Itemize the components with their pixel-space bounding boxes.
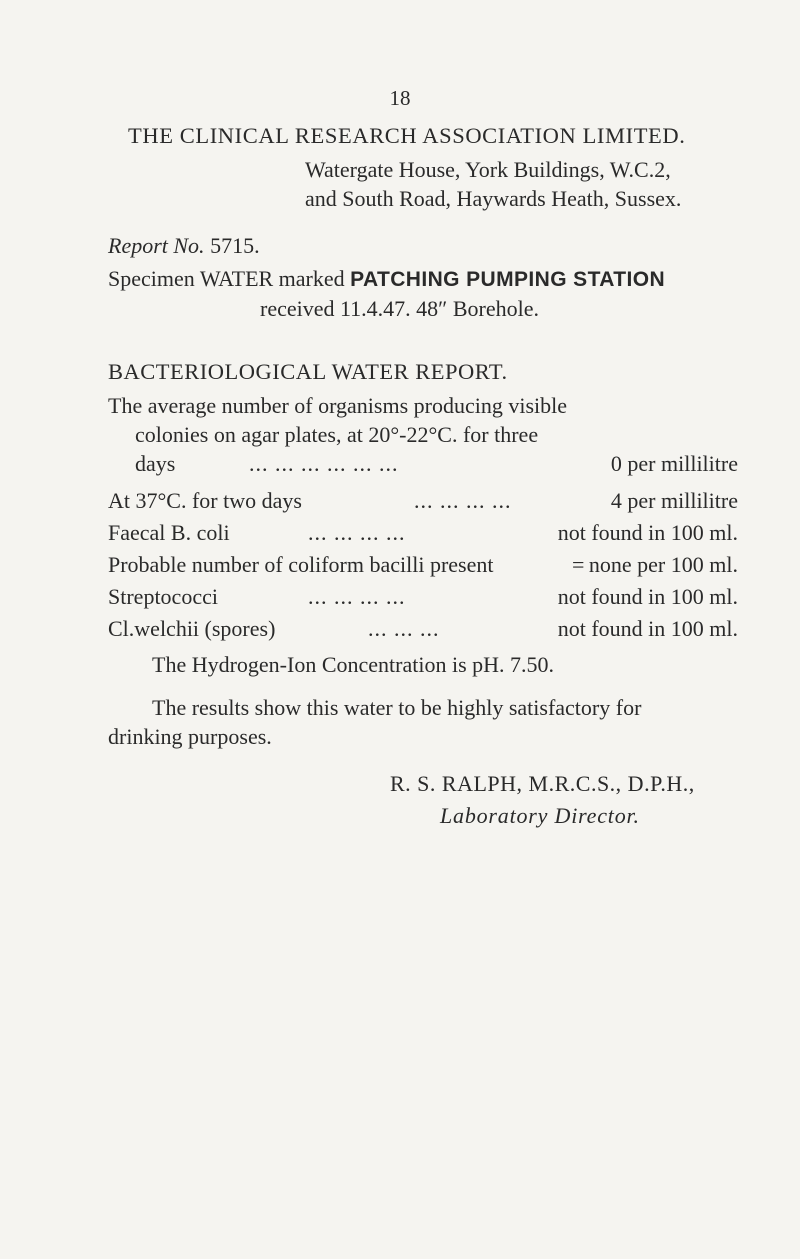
row-label: days bbox=[135, 451, 176, 476]
result-row-coliform bbox=[108, 552, 738, 582]
row-label: At 37°C. for two days bbox=[108, 488, 302, 513]
specimen-prefix: Specimen WATER marked bbox=[108, 266, 351, 291]
row-result: 4 per millilitre bbox=[610, 488, 738, 513]
conclusion-line-2: drinking purposes. bbox=[108, 724, 272, 749]
row-label: Probable number of coliform bacilli present bbox=[108, 552, 494, 577]
report-number bbox=[108, 233, 260, 259]
specimen-source: PATCHING PUMPING STATION bbox=[350, 268, 666, 291]
row-leader: ... ... ... ... bbox=[308, 520, 406, 545]
report-label: Report No. bbox=[108, 233, 205, 258]
result-row-37c bbox=[108, 488, 738, 518]
address-line-2: and South Road, Haywards Heath, Sussex. bbox=[305, 186, 682, 211]
row-leader: ... ... ... ... bbox=[308, 584, 406, 609]
result-row-faecal-coli bbox=[108, 520, 738, 550]
row-leader: ... ... ... ... ... ... bbox=[249, 451, 399, 476]
row-leader: = bbox=[572, 552, 586, 577]
specimen-received: received 11.4.47. 48″ Borehole. bbox=[260, 296, 539, 321]
row-label: Cl.welchii (spores) bbox=[108, 616, 276, 641]
page-number: 18 bbox=[389, 86, 411, 110]
row-leader: ... ... ... ... bbox=[414, 488, 512, 513]
report-number-value: 5715. bbox=[210, 233, 260, 258]
conclusion-line-1: The results show this water to be highly satisfactory for bbox=[152, 695, 642, 720]
intro-line-2: colonies on agar plates, at 20°-22°C. for three bbox=[135, 422, 539, 447]
row-result: 0 per millilitre bbox=[610, 451, 738, 476]
section-title: BACTERIOLOGICAL WATER REPORT. bbox=[108, 359, 508, 384]
row-result: not found in 100 ml. bbox=[557, 616, 738, 641]
row-label: Streptococci bbox=[108, 584, 218, 609]
address-line-1: Watergate House, York Buildings, W.C.2, bbox=[305, 157, 671, 182]
result-row-streptococci bbox=[108, 584, 738, 614]
row-label: Faecal B. coli bbox=[108, 520, 230, 545]
row-leader: ... ... ... bbox=[368, 616, 440, 641]
row-result: none per 100 ml. bbox=[588, 552, 738, 577]
result-row-plate-count bbox=[135, 451, 738, 481]
specimen-line bbox=[108, 266, 665, 292]
signature-name: R. S. RALPH, M.R.C.S., D.P.H., bbox=[390, 771, 695, 796]
intro-line-1: The average number of organisms producing visible bbox=[108, 393, 568, 418]
row-result: not found in 100 ml. bbox=[557, 584, 738, 609]
result-row-welchii bbox=[108, 616, 738, 646]
row-result: not found in 100 ml. bbox=[557, 520, 738, 545]
signature-title: Laboratory Director. bbox=[440, 803, 640, 828]
organization-heading: THE CLINICAL RESEARCH ASSOCIATION LIMITED. bbox=[128, 123, 686, 148]
ph-line: The Hydrogen-Ion Concentration is pH. 7.50. bbox=[152, 652, 555, 677]
